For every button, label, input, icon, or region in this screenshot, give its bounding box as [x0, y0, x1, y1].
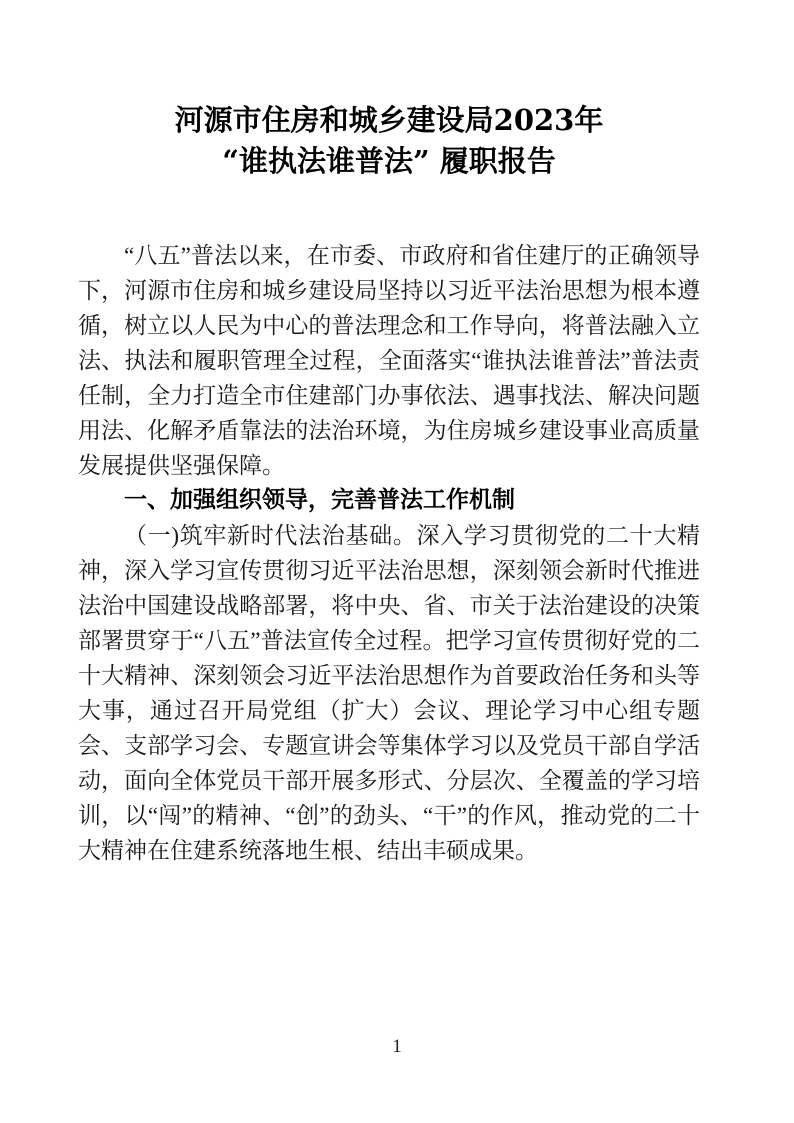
- subsection-1-body: 深入学习贯彻党的二十大精神，深入学习宣传贯彻习近平法治思想，深刻领会新时代推进法治中国建设战略部署，将中央、省、市关于法治建设的决策部署贯穿于“八五”普法宣传全过程。把学习宣传贯彻好党的二十大精神、深刻领会习近平法治思想作为首要政治任务和头等大事，通过召开局党组（扩大）会议、理论学习中心组专题会、支部学习会、专题宣讲会等集体学习以及党员干部自学活动，面向全体党员干部开展多形式、分层次、全覆盖的学习培训，以“闯”的精神、“创”的劲头、“干”的作风，推动党的二十大精神在住建系统落地生根、结出丰硕成果。: [78, 523, 700, 863]
- subsection-paragraph-1: [78, 518, 700, 868]
- document-title: [78, 100, 700, 182]
- page-number: 1: [392, 1036, 402, 1057]
- title-line-1: 河源市住房和城乡建设局2023年: [174, 103, 604, 137]
- section-heading-1: 一、加强组织领导，完善普法工作机制: [124, 487, 515, 513]
- intro-paragraph: “八五”普法以来，在市委、市政府和省住建厅的正确领导下，河源市住房和城乡建设局坚持以习近平法治思想为根本遵循，树立以人民为中心的普法理念和工作导向，将普法融入立法、执法和履职管理全过程，全面落实“谁执法谁普法”普法责任制，全力打造全市住建部门办事依法、遇事找法、解决问题用法、化解矛盾靠法的法治环境，为住房城乡建设事业高质量发展提供坚强保障。: [78, 243, 700, 478]
- document-content: [78, 0, 700, 868]
- title-line-2: “谁执法谁普法” 履职报告: [222, 144, 556, 178]
- document-body: [78, 238, 700, 868]
- subsection-1-lead: （一)筑牢新时代法治基础。: [124, 523, 417, 548]
